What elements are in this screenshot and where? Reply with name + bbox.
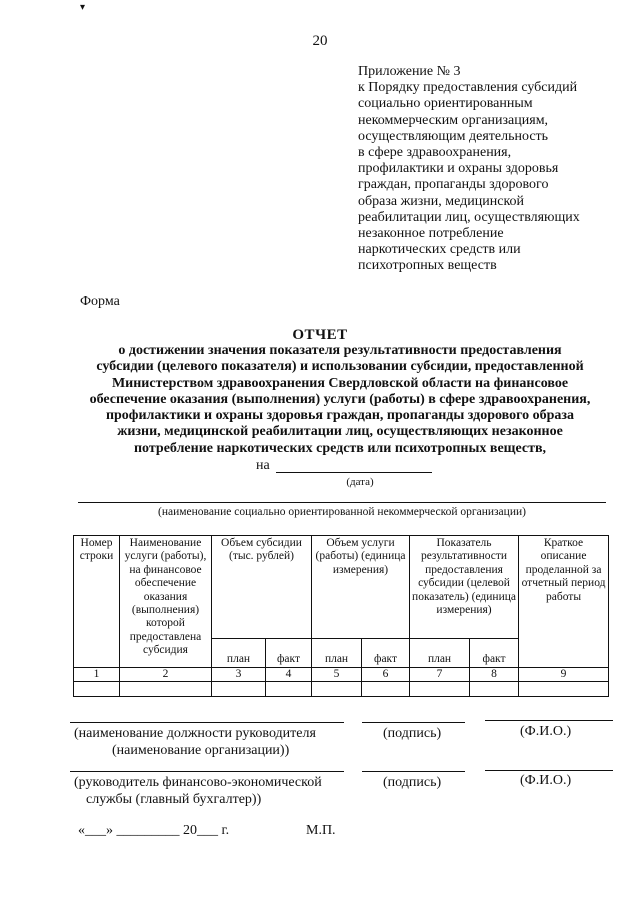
head-position-caption: (наименование должности руководителя (74, 726, 316, 741)
footer-date: «___» _________ 20___ г. (78, 823, 230, 838)
head-org-caption: (наименование организации)) (112, 743, 290, 758)
empty-cell (212, 682, 266, 697)
subheader-fact: факт (266, 639, 312, 668)
empty-cell (362, 682, 410, 697)
heading-line: профилактики и охраны здоровья граждан, пропаганды здорового образа (105, 408, 575, 424)
date-caption: (дата) (346, 476, 374, 488)
heading-line: о достижении значения показателя результативности предоставления (118, 343, 562, 358)
fio-caption: (Ф.И.О.) (520, 724, 572, 739)
date-field-line (276, 472, 432, 473)
header-indicator: Показатель результативности предоставления субсидии (целевой показатель) (единица измерения) (410, 536, 519, 639)
header-row-number: Номер строки (74, 536, 120, 668)
heading-line: Министерством здравоохранения Свердловской области на финансовое (111, 375, 569, 391)
column-number-row (74, 668, 609, 682)
empty-cell (410, 682, 470, 697)
column-number: 8 (470, 668, 519, 682)
header-subsidy-volume: Объем субсидии (тыс. рублей) (212, 536, 312, 639)
column-number: 7 (410, 668, 470, 682)
heading-line: обеспечение оказания (выполнения) услуги (работы) в сфере здравоохранения, (89, 391, 591, 407)
heading-line: субсидии (целевого показателя) и использовании субсидии, предоставленной (96, 359, 584, 375)
scan-mark: ▾ (80, 2, 86, 13)
accountant-fio-line (485, 770, 613, 771)
appendix-line: в сфере здравоохранения, (358, 145, 512, 161)
column-number: 2 (120, 668, 212, 682)
empty-cell (266, 682, 312, 697)
column-number: 5 (312, 668, 362, 682)
appendix-line: незаконное потребление (358, 226, 504, 242)
accountant-signature-line (362, 771, 465, 772)
appendix-line: реабилитации лиц, осуществляющих (358, 209, 580, 225)
appendix-block (358, 64, 580, 275)
appendix-line: образа жизни, медицинской (358, 193, 525, 209)
empty-cell (470, 682, 519, 697)
org-caption: (наименование социально ориентированной некоммерческой организации) (158, 506, 526, 518)
column-number: 3 (212, 668, 266, 682)
appendix-line: граждан, пропаганды здорового (358, 177, 549, 193)
column-number: 6 (362, 668, 410, 682)
appendix-line: наркотических средств или (358, 242, 521, 258)
heading-line: жизни, медицинской реабилитации лиц, осуществляющих незаконное (117, 424, 563, 440)
report-heading (60, 343, 620, 457)
appendix-line: к Порядку предоставления субсидий (358, 80, 578, 96)
head-signature-line (362, 722, 465, 723)
column-number: 4 (266, 668, 312, 682)
report-title: ОТЧЕТ (292, 327, 348, 343)
org-name-line (78, 502, 606, 503)
subheader-plan: план (312, 639, 362, 668)
fio-caption: (Ф.И.О.) (520, 773, 572, 788)
appendix-line: профилактики и охраны здоровья (358, 161, 559, 177)
accountant-caption: службы (главный бухгалтер)) (86, 792, 262, 807)
head-position-line (70, 722, 344, 723)
appendix-line: психотропных веществ (358, 258, 497, 274)
appendix-line: осуществляющим деятельность (358, 128, 549, 144)
empty-cell (74, 682, 120, 697)
header-description: Краткое описание проделанной за отчетный период работы (519, 536, 609, 668)
report-table (73, 535, 609, 697)
appendix-line: социально ориентированным (358, 96, 533, 112)
accountant-caption: (руководитель финансово-экономической (74, 775, 322, 790)
subheader-fact: факт (362, 639, 410, 668)
header-service-name: Наименование услуги (работы), на финансовое обеспечение оказания (выполнения) которой предоставлена субсидия (120, 536, 212, 668)
header-service-volume: Объем услуги (работы) (единица измерения) (312, 536, 410, 639)
appendix-line: некоммерческим организациям, (358, 112, 549, 128)
head-fio-line (485, 720, 613, 721)
heading-line: потребление наркотических средств или психотропных веществ, (133, 440, 547, 456)
subheader-fact: факт (470, 639, 519, 668)
column-number: 1 (74, 668, 120, 682)
appendix-line: Приложение № 3 (358, 64, 461, 79)
signature-caption: (подпись) (383, 726, 442, 741)
stamp-label: М.П. (306, 823, 336, 838)
table-row (74, 682, 609, 697)
table-header-row (74, 536, 609, 639)
page-number: 20 (312, 33, 328, 49)
accountant-line (70, 771, 344, 772)
subheader-plan: план (410, 639, 470, 668)
empty-cell (120, 682, 212, 697)
date-prefix: на (256, 458, 270, 473)
column-number: 9 (519, 668, 609, 682)
form-label: Форма (80, 294, 120, 309)
signature-caption: (подпись) (383, 775, 442, 790)
empty-cell (312, 682, 362, 697)
empty-cell (519, 682, 609, 697)
subheader-plan: план (212, 639, 266, 668)
